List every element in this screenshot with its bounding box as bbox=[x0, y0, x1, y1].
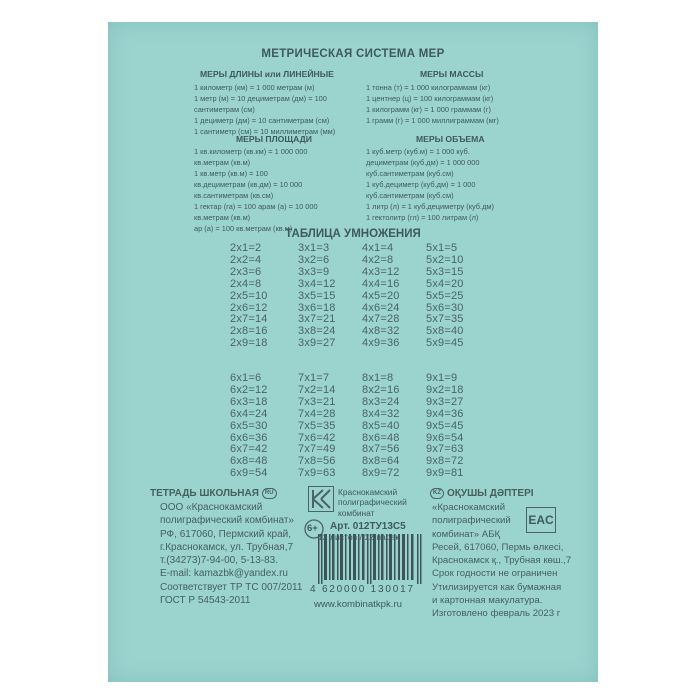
mult-entry: 7x3=21 bbox=[298, 395, 336, 408]
mult-entry: 2x8=16 bbox=[230, 325, 268, 338]
volume-list bbox=[366, 146, 494, 223]
length-heading: МЕРЫ ДЛИНЫ или ЛИНЕЙНЫЕ bbox=[200, 69, 334, 79]
logo-text bbox=[338, 487, 407, 518]
logo-line: комбинат bbox=[338, 507, 375, 518]
length-line: 1 дециметр (дм) = 10 сантиметрам (см) bbox=[194, 116, 330, 125]
area-list bbox=[194, 146, 318, 234]
mult-entry: 2x4=8 bbox=[230, 277, 262, 290]
multiplication-title: ТАБЛИЦА УМНОЖЕНИЯ bbox=[285, 228, 421, 240]
mult-entry: 9x2=18 bbox=[426, 383, 464, 396]
area-line: кв.сантиметрам (кв.см) bbox=[194, 191, 274, 200]
mult-entry: 8x1=8 bbox=[362, 372, 394, 384]
footer-left-line: г.Краснокамск, ул. Трубная,7 bbox=[160, 541, 294, 553]
footer-left-line: РФ, 617060, Пермский край, bbox=[160, 528, 292, 540]
footer-left-text bbox=[160, 501, 302, 607]
footer-right-heading bbox=[430, 487, 534, 500]
mult-entry: 3x1=3 bbox=[298, 242, 330, 254]
mass-line: 1 тонна (т) = 1 000 килограммам (кг) bbox=[366, 83, 491, 92]
volume-line: 1 куб.метр (куб.м) = 1 000 куб. bbox=[366, 147, 470, 156]
mult-entry: 6x8=48 bbox=[230, 455, 268, 468]
mult-entry: 3x2=6 bbox=[298, 253, 330, 266]
mult-entry: 6x3=18 bbox=[230, 395, 268, 408]
mult-entry: 9x6=54 bbox=[426, 431, 464, 444]
mult-entry: 2x5=10 bbox=[230, 289, 268, 302]
mult-entry: 2x2=4 bbox=[230, 253, 262, 266]
mult-entry: 4x1=4 bbox=[362, 242, 394, 254]
mass-line: 1 центнер (ц) = 100 килограммам (кг) bbox=[366, 94, 494, 103]
footer-left-line: ГОСТ Р 54543-2011 bbox=[160, 595, 251, 607]
footer-left-line: ООО «Краснокамский bbox=[160, 502, 263, 513]
mult-entry: 5x5=25 bbox=[426, 289, 464, 302]
age-rating: 6+ bbox=[307, 523, 318, 534]
volume-line: 1 гектолитр (гл) = 100 литрам (л) bbox=[366, 213, 479, 222]
footer-right-line: и картонная макулатура. bbox=[432, 595, 543, 607]
mass-line: 1 килограмм (кг) = 1 000 граммам (г) bbox=[366, 105, 491, 114]
volume-line: 1 куб.дециметр (куб.дм) = 1 000 bbox=[366, 180, 476, 189]
mult-entry: 2x1=2 bbox=[230, 242, 262, 254]
mult-entry: 9x3=27 bbox=[426, 395, 464, 408]
mult-entry: 4x6=24 bbox=[362, 301, 400, 314]
kz-badge: KZ bbox=[430, 488, 444, 499]
mult-entry: 4x3=12 bbox=[362, 265, 400, 278]
article-number: Арт. 012ТУ13С5 bbox=[330, 521, 406, 532]
volume-line: куб.сантиметрам (куб.см) bbox=[366, 191, 454, 200]
mult-entry: 8x3=24 bbox=[362, 395, 400, 408]
mult-entry: 7x7=49 bbox=[298, 443, 336, 456]
area-line: кв.метрам (кв.м) bbox=[194, 158, 251, 167]
volume-line: дециметрам (куб.дм) = 1 000 000 bbox=[366, 158, 480, 167]
mult-entry: 7x5=35 bbox=[298, 419, 336, 432]
mult-column-2 bbox=[230, 243, 268, 350]
eac-mark: EAC bbox=[526, 507, 556, 533]
mult-entry: 7x2=14 bbox=[298, 383, 336, 396]
mult-entry: 3x4=12 bbox=[298, 277, 336, 290]
logo-line: полиграфический bbox=[338, 497, 407, 508]
mult-entry: 4x8=32 bbox=[362, 325, 400, 338]
mult-entry: 6x1=6 bbox=[230, 372, 262, 384]
area-line: кв.дециметрам (кв.дм) = 10 000 bbox=[194, 180, 303, 189]
footer-right-line: Краснокамск қ., Трубная көш.,7 bbox=[432, 555, 572, 567]
mult-entry: 5x2=10 bbox=[426, 253, 464, 266]
mult-entry: 6x5=30 bbox=[230, 419, 268, 432]
mult-entry: 2x3=6 bbox=[230, 265, 262, 278]
mult-column-5 bbox=[426, 243, 464, 350]
mult-entry: 9x1=9 bbox=[426, 372, 458, 384]
footer-right-line: Ресей, 617060, Пермь өлкесі, bbox=[432, 541, 564, 553]
mult-entry: 4x7=28 bbox=[362, 313, 400, 326]
mult-entry: 3x7=21 bbox=[298, 313, 336, 326]
mult-entry: 6x7=42 bbox=[230, 443, 268, 456]
mult-entry: 9x4=36 bbox=[426, 407, 464, 420]
mult-column-6 bbox=[230, 373, 268, 480]
mult-entry: 2x7=14 bbox=[230, 313, 268, 326]
length-list bbox=[194, 82, 335, 137]
mult-entry: 7x1=7 bbox=[298, 372, 330, 384]
footer-left-line: E-mail: kamazbk@yandex.ru bbox=[160, 568, 288, 580]
footer-right-line: Изготовлено февраль 2023 г bbox=[432, 608, 561, 620]
footer-right-line: полиграфический bbox=[432, 515, 511, 527]
mult-entry: 3x3=9 bbox=[298, 265, 330, 278]
logo-line: Краснокамский bbox=[338, 487, 398, 497]
mult-entry: 9x5=45 bbox=[426, 419, 464, 432]
mult-entry: 4x5=20 bbox=[362, 289, 400, 302]
footer-left-heading bbox=[150, 487, 277, 500]
kz-notebook-label: ОҚУШЫ ДӘПТЕРІ bbox=[447, 488, 534, 499]
mult-entry: 9x7=63 bbox=[426, 443, 464, 456]
mass-heading: МЕРЫ МАССЫ bbox=[420, 69, 484, 79]
mult-entry: 5x8=40 bbox=[426, 325, 464, 338]
mult-entry: 3x6=18 bbox=[298, 301, 336, 314]
mult-entry: 5x1=5 bbox=[426, 242, 458, 254]
mult-entry: 5x4=20 bbox=[426, 277, 464, 290]
mult-entry: 4x2=8 bbox=[362, 253, 394, 266]
barcode-number: 4 620000 130017 bbox=[310, 584, 415, 595]
mult-entry: 3x8=24 bbox=[298, 325, 336, 338]
area-line: 1 кв.километр (кв.км) = 1 000 000 bbox=[194, 147, 308, 156]
mult-column-3 bbox=[298, 243, 336, 350]
length-line: сантиметрам (см) bbox=[194, 105, 255, 114]
mult-entry: 4x9=36 bbox=[362, 337, 400, 350]
area-line: кв.метрам (кв.м) bbox=[194, 213, 251, 222]
sheet-count: 12 листов / 12 парақ bbox=[318, 532, 400, 542]
page-title: МЕТРИЧЕСКАЯ СИСТЕМА МЕР bbox=[261, 48, 445, 60]
mult-column-8 bbox=[362, 373, 400, 480]
mult-entry: 8x2=16 bbox=[362, 383, 400, 396]
mass-line: 1 грамм (г) = 1 000 миллиграммам (мг) bbox=[366, 116, 499, 125]
mult-entry: 7x6=42 bbox=[298, 431, 336, 444]
mult-entry: 6x4=24 bbox=[230, 407, 268, 420]
mult-entry: 4x4=16 bbox=[362, 277, 400, 290]
footer-right-line: комбинат» АБҚ bbox=[432, 528, 501, 540]
footer-right-line: «Краснокамский bbox=[432, 502, 506, 513]
mult-entry: 7x4=28 bbox=[298, 407, 336, 420]
mult-entry: 6x9=54 bbox=[230, 467, 268, 480]
mult-column-4 bbox=[362, 243, 400, 350]
notebook-cover bbox=[108, 22, 598, 682]
length-line: 1 сантиметр (см) = 10 миллиметрам (мм) bbox=[194, 127, 336, 136]
mult-entry: 5x6=30 bbox=[426, 301, 464, 314]
mult-entry: 8x6=48 bbox=[362, 431, 400, 444]
mult-entry: 3x9=27 bbox=[298, 337, 336, 350]
footer-right-line: Срок годности не ограничен bbox=[432, 568, 558, 580]
mult-entry: 5x9=45 bbox=[426, 337, 464, 350]
mult-entry: 7x9=63 bbox=[298, 467, 336, 480]
barcode-icon bbox=[318, 534, 422, 584]
notebook-label: ТЕТРАДЬ ШКОЛЬНАЯ bbox=[150, 488, 259, 499]
ru-badge: RU bbox=[262, 488, 277, 499]
mult-entry: 8x8=64 bbox=[362, 455, 400, 468]
mult-entry: 5x7=35 bbox=[426, 313, 464, 326]
mult-entry: 6x2=12 bbox=[230, 383, 268, 396]
length-line: 1 метр (м) = 10 дециметрам (дм) = 100 bbox=[194, 94, 327, 103]
mult-entry: 8x7=56 bbox=[362, 443, 400, 456]
mult-column-7 bbox=[298, 373, 336, 480]
mass-list bbox=[366, 82, 499, 126]
mult-entry: 7x8=56 bbox=[298, 455, 336, 468]
mult-entry: 9x8=72 bbox=[426, 455, 464, 468]
mult-entry: 5x3=15 bbox=[426, 265, 464, 278]
mult-entry: 8x9=72 bbox=[362, 467, 400, 480]
mult-column-9 bbox=[426, 373, 464, 480]
length-line: 1 километр (км) = 1 000 метрам (м) bbox=[194, 83, 315, 92]
mult-entry: 8x5=40 bbox=[362, 419, 400, 432]
area-line: 1 кв.метр (кв.м) = 100 bbox=[194, 169, 268, 178]
area-line: ар (а) = 100 кв.метрам (кв.м) bbox=[194, 224, 293, 233]
mult-entry: 6x6=36 bbox=[230, 431, 268, 444]
mult-entry: 9x9=81 bbox=[426, 467, 464, 480]
kpk-logo-icon bbox=[308, 486, 334, 512]
website-link[interactable]: www.kombinatkpk.ru bbox=[314, 599, 402, 610]
area-line: 1 гектар (га) = 100 арам (а) = 10 000 bbox=[194, 202, 318, 211]
area-heading: МЕРЫ ПЛОЩАДИ bbox=[236, 134, 312, 144]
footer-left-line: т.(34273)7-94-00, 5-13-83. bbox=[160, 555, 278, 567]
footer-left-line: полиграфический комбинат» bbox=[160, 515, 294, 527]
mult-entry: 2x9=18 bbox=[230, 337, 268, 350]
mult-entry: 8x4=32 bbox=[362, 407, 400, 420]
volume-line: 1 литр (л) = 1 куб.дециметру (куб.дм) bbox=[366, 202, 494, 211]
footer-left-line: Соответствует ТР ТС 007/2011 bbox=[160, 581, 303, 593]
mult-entry: 3x5=15 bbox=[298, 289, 336, 302]
volume-line: куб.сантиметрам (куб.см) bbox=[366, 169, 454, 178]
footer-right-line: Утилизируется как бумажная bbox=[432, 581, 562, 593]
volume-heading: МЕРЫ ОБЪЕМА bbox=[416, 134, 485, 144]
mult-entry: 2x6=12 bbox=[230, 301, 268, 314]
